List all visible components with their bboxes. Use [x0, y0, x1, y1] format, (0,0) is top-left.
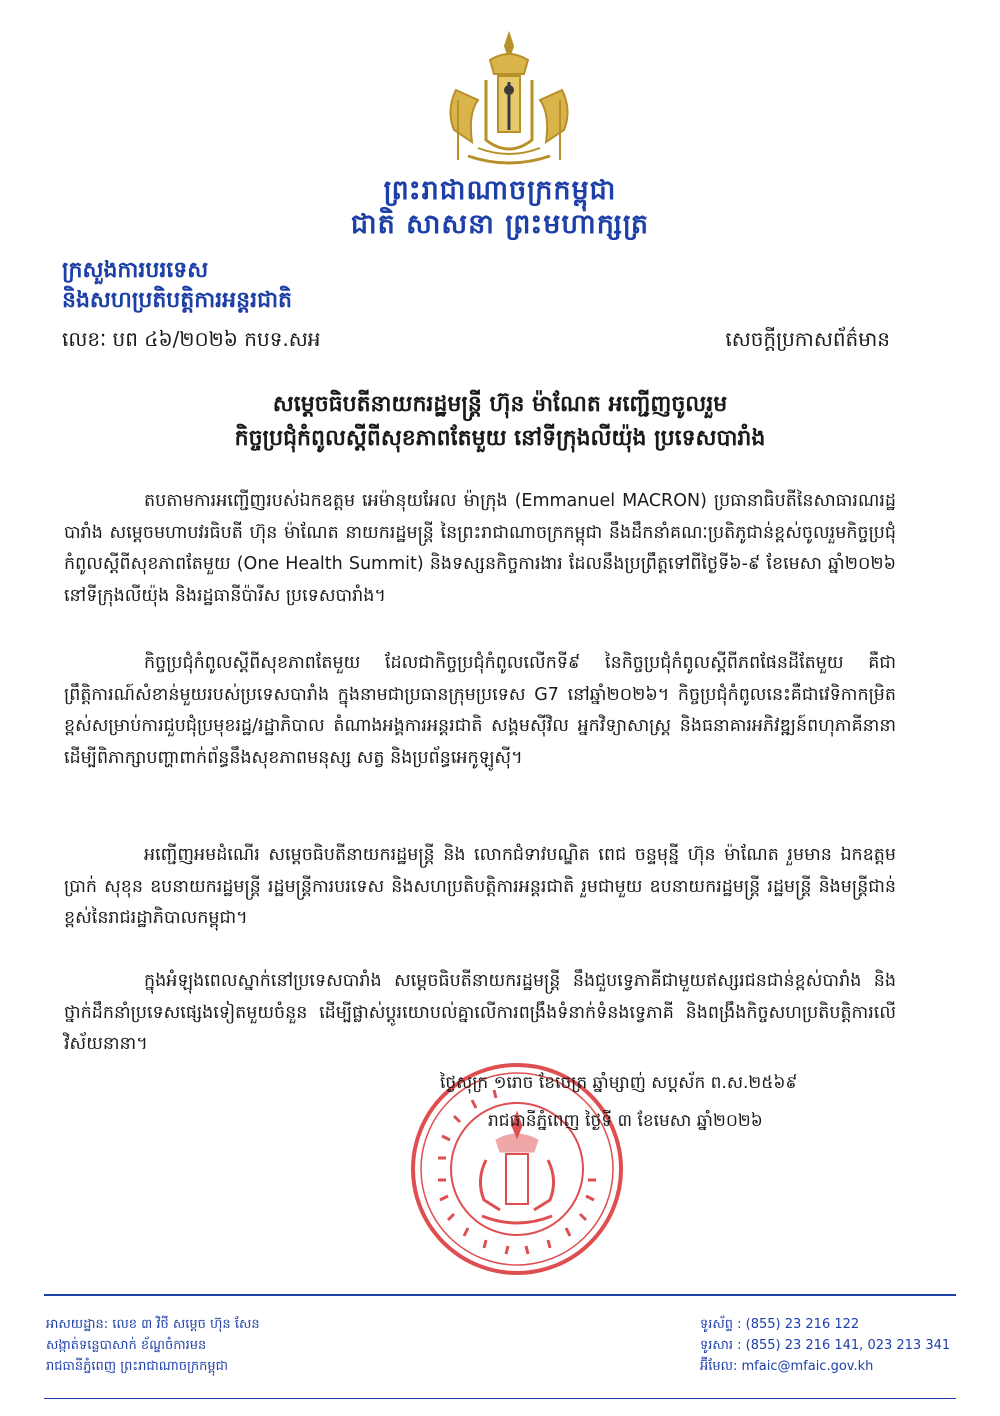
title-line2: កិច្ចប្រជុំកំពូលស្តីពីសុខភាពតែមួយ នៅទីក្រុងលីយ៉ុង ប្រទេសបារាំង	[234, 426, 766, 451]
paragraph-3	[64, 840, 896, 935]
reference-number: លេខៈ បព ៤៦/២០២៦ កបទ.សអ	[62, 327, 321, 351]
document-type: សេចក្តីប្រកាសព័ត៌មាន	[725, 327, 890, 351]
national-motto: ជាតិ សាសនា ព្រះមហាក្សត្រ	[350, 209, 650, 240]
paragraph-4	[64, 966, 896, 1061]
paragraph-1	[64, 486, 896, 612]
footer-divider	[44, 1294, 956, 1296]
address-line3: រាជធានីភ្នំពេញ ព្រះរាជាណាចក្រកម្ពុជា	[46, 1359, 228, 1374]
paragraph-2	[64, 648, 896, 774]
paragraph-3-text: អញ្ជើញអមដំណើរ សម្តេចធិបតីនាយករដ្ឋមន្ត្រី និង លោកជំទាវបណ្ឌិត ពេជ ចន្ទមុន្នី ហ៊ុន ម៉ាណែត រួមមាន ឯកឧត្តម ប្រាក់ សុខុន ឧបនាយករដ្ឋមន្ត្រី រដ្ឋមន្ត្រីការបរទេស និងសហប្រតិបត្តិការអន្តរជាតិ រួមជាមួយ ឧបនាយករដ្ឋមន្ត្រី រដ្ឋមន្ត្រី និងមន្ត្រីជាន់ខ្ពស់នៃរាជរដ្ឋាភិបាលកម្ពុជា។	[64, 845, 896, 928]
bottom-divider	[44, 1398, 956, 1399]
address-line1: អាសយដ្ឋាន: លេខ ៣ វិថី សម្តេច ហ៊ុន សែន	[46, 1317, 260, 1332]
lunar-date: ថ្ងៃសុក្រ ១រោច ខែចេត្រ ឆ្នាំម្សាញ់ សប្តស័ក ព.ស.២៥៦៩	[440, 1073, 798, 1093]
email-address[interactable]: អ៊ីមែល: mfaic@mfaic.gov.kh	[700, 1359, 874, 1374]
fax-number: ទូរសារ : (855) 23 216 141, 023 213 341	[700, 1338, 951, 1353]
paragraph-4-text: ក្នុងអំឡុងពេលស្នាក់នៅប្រទេសបារាំង សម្តេចធិបតីនាយករដ្ឋមន្ត្រី នឹងជួបទ្វេភាគីជាមួយឥស្សរជនជាន់ខ្ពស់បារាំង និងថ្នាក់ដឹកនាំប្រទេសផ្សេងទៀតមួយចំនួន ដើម្បីផ្លាស់ប្តូរយោបល់គ្នាលើការពង្រឹងទំនាក់ទំនងទ្វេភាគី និងពង្រឹងកិច្ចសហប្រតិបត្តិការលើវិស័យនានា។	[64, 971, 896, 1054]
footer-contact	[700, 1314, 950, 1377]
kingdom-name: ព្រះរាជាណាចក្រកម្ពុជា	[383, 175, 617, 206]
address-line2: សង្កាត់ទន្លេបាសាក់ ខ័ណ្ឌចំការមន	[46, 1338, 207, 1353]
title-line1: សម្តេចធិបតីនាយករដ្ឋមន្ត្រី ហ៊ុន ម៉ាណែត អញ្ជើញចូលរួម	[272, 392, 728, 417]
ministry-name-line2: និងសហប្រតិបត្តិការអន្តរជាតិ	[62, 288, 292, 313]
solar-date: រាជធានីភ្នំពេញ ថ្ងៃទី ៣ ខែមេសា ឆ្នាំ២០២៦	[488, 1111, 763, 1131]
phone-number: ទូរស័ព្ទ : (855) 23 216 122	[700, 1317, 860, 1332]
footer-address	[46, 1314, 260, 1377]
ministry-name-line1: ក្រសួងការបរទេស	[62, 258, 209, 283]
paragraph-2-text: កិច្ចប្រជុំកំពូលស្តីពីសុខភាពតែមួយ ដែលជាកិច្ចប្រជុំកំពូលលើកទី៩ នៃកិច្ចប្រជុំកំពូលស្តីពីភពផែនដីតែមួយ គឺជាព្រឹត្តិការណ៍សំខាន់មួយរបស់ប្រទេសបារាំង ក្នុងនាមជាប្រធានក្រុមប្រទេស G7 នៅឆ្នាំ២០២៦។ កិច្ចប្រជុំកំពូលនេះគឺជាវេទិកាកម្រិតខ្ពស់សម្រាប់ការជួបជុំប្រមុខរដ្ឋ/រដ្ឋាភិបាល តំណាងអង្គការអន្តរជាតិ សង្គមស៊ីវិល អ្នកវិទ្យាសាស្ត្រ និងធនាគារអភិវឌ្ឍន៍ពហុភាគីនានា ដើម្បីពិភាក្សាបញ្ហាពាក់ព័ន្ធនឹងសុខភាពមនុស្ស សត្វ និងប្រព័ន្ធអេកូឡូស៊ី។	[64, 653, 896, 768]
paragraph-1-text: តបតាមការអញ្ជើញរបស់ឯកឧត្តម អេម៉ានុយអែល ម៉ាក្រុង (Emmanuel MACRON) ប្រធានាធិបតីនៃសាធារណរដ្ឋបារាំង សម្តេចមហាបវរធិបតី ហ៊ុន ម៉ាណែត នាយករដ្ឋមន្ត្រី នៃព្រះរាជាណាចក្រកម្ពុជា នឹងដឹកនាំគណៈប្រតិភូជាន់ខ្ពស់ចូលរួមកិច្ចប្រជុំកំពូលស្តីពីសុខភាពតែមួយ (One Health Summit) និងទស្សនកិច្ចការងារ ដែលនឹងប្រព្រឹត្តទៅពីថ្ងៃទី៦-៩ ខែមេសា ឆ្នាំ២០២៦ នៅទីក្រុងលីយ៉ុង និងរដ្ឋធានីប៉ារីស ប្រទេសបារាំង។	[64, 491, 896, 606]
royal-crest-emblem	[438, 30, 580, 170]
